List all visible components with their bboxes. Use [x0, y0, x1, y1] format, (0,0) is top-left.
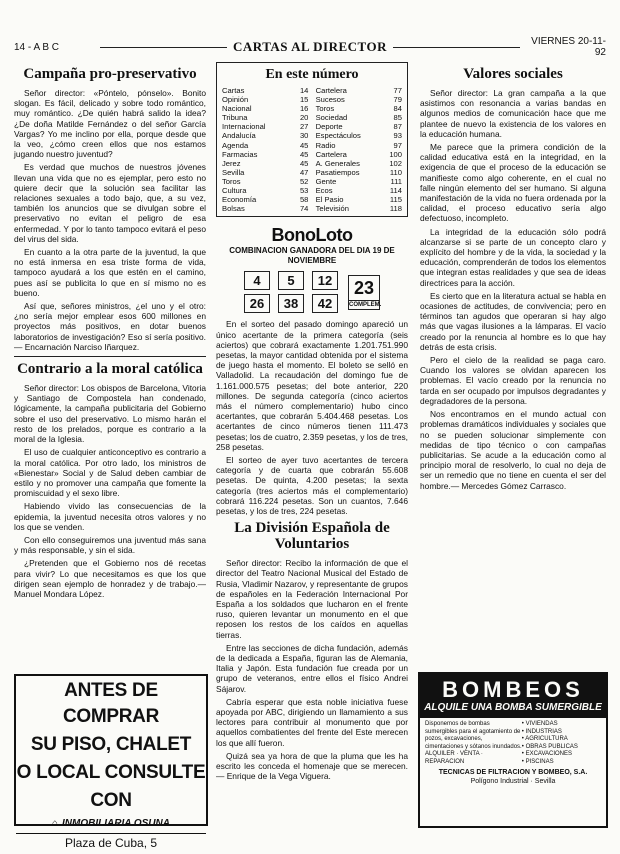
ad-brand: INMOBILIARIA OSUNA — [62, 818, 170, 829]
contents-section: Agenda — [222, 140, 249, 150]
contents-section: Espectáculos — [315, 131, 361, 141]
contents-page: 115 — [389, 195, 402, 205]
letter-paragraph: Señor director: «Póntelo, pónselo». Bonito slogan. Es fácil, delicado y sobre todo romántico, muy romántico. ¿De quién habrá salido la idea? ¿De doña Matilde Fernández o del señor García Vargas? Yo me inclino por ella, porque desde que la veo, ¿cómo creen ellos que nos estamos jugando nuestro juventud? — [14, 88, 206, 160]
letter-paragraph: Es verdad que muchos de nuestros jóvenes llevan una vida que no es ejemplar, pero esto no quiere decir que la solución sea facilitar las relaciones sexuales a todo bajo, que, a su vez, también los anuncios que se divulgan sobre el preservativo no evitan el peligro de esa enfermedad. Y por lo tanto tampoco evitará el peso del virus del sida. — [14, 162, 206, 244]
contents-section: Cartelera — [315, 86, 347, 95]
ad-company: TECNICAS DE FILTRACION Y BOMBEO, S.A. — [438, 769, 588, 776]
contents-page: 53 — [299, 186, 309, 196]
winning-number: 26 — [244, 294, 270, 313]
header-rule — [100, 47, 227, 48]
contents-page: 47 — [299, 167, 309, 177]
ad-list-item: • EXCAVACIONES — [521, 751, 573, 757]
header-rule — [393, 47, 520, 48]
bonoloto-box — [216, 225, 408, 313]
letter-paragraph: La integridad de la educación sólo podrá alcanzarse si se parte de un concepto claro y explícito del hombre y de la vida, la sociedad y la educación, comprenderán de todos los elementos que integran estas realidades y que sea de ideas directrices para la acción. — [420, 226, 606, 288]
ad-list-item: • OBRAS PUBLICAS — [521, 743, 578, 750]
contents-section: Pasatiempos — [315, 167, 360, 177]
winning-number: 12 — [312, 271, 338, 290]
letter-paragraph: Entre las secciones de dicha fundación, además de la dedicada a España, figuran las de Alemania, Italia y Japón. Esta fundación fue creada por un grupo de veteranos, entre ellos el físico Andrei Sájarov. — [216, 642, 408, 694]
letter-paragraph: ¿Pretenden que el Gobierno nos dé recetas para vivir? Lo que necesitamos es que los que dirigen sean ejemplo de honradez y de trabajo.— Manuel Mondara López. — [14, 558, 206, 599]
contents-section: Ecos — [315, 186, 333, 196]
letter-title: Campaña pro-preservativo — [23, 66, 197, 82]
contents-page: 100 — [389, 149, 402, 159]
winning-number: 4 — [244, 271, 270, 290]
ad-headline: SU PISO, CHALET — [30, 734, 192, 755]
ad-list-item: • INDUSTRIAS — [521, 728, 562, 735]
contents-row — [222, 195, 308, 204]
contents-row — [222, 150, 308, 159]
letter-paragraph: Pero el cielo de la realidad se paga caro. Cuando los valores se olvidan aparecen los problemas. El vacío creado por la renuncia no tarda en ser ocupado por impulsos degradantes y degradadores de la persona. — [420, 355, 606, 406]
contents-row — [222, 159, 308, 168]
contents-page: 15 — [299, 95, 309, 105]
contents-page: 74 — [299, 204, 309, 214]
contents-row — [222, 204, 308, 213]
contents-row — [316, 113, 402, 122]
ad-description: Disponemos de bombas sumergibles para el agotamiento de pozos, excavaciones, cimentaciones y sótanos inundados. ALQUILER · VENTA · REPARACION — [425, 721, 522, 765]
contents-page: 84 — [393, 104, 402, 114]
contents-page: 87 — [393, 122, 402, 132]
issue-date: VIERNES 20-11-92 — [531, 36, 606, 58]
contents-section: Sevilla — [222, 167, 245, 177]
contents-section: Televisión — [315, 204, 349, 214]
pump-rental-ad[interactable] — [418, 672, 608, 828]
bonoloto-subtitle: COMBINACION GANADORA DEL DIA 19 DE NOVIEMBRE — [229, 246, 395, 266]
contents-section: Cultura — [222, 186, 247, 196]
contents-title: En este número — [265, 67, 359, 82]
contents-page: 16 — [299, 104, 309, 114]
letter-paragraph: Habiendo vivido las consecuencias de la epidemia, la juventud necesita otros valores y no los que se venden. — [14, 501, 206, 532]
page-number: 14 - A B C — [14, 41, 60, 53]
section-title: CARTAS AL DIRECTOR — [233, 39, 387, 54]
house-icon: ⌂ — [51, 818, 59, 829]
contents-section: Farmacias — [222, 149, 258, 159]
contents-page: 114 — [389, 186, 402, 196]
contents-page: 93 — [393, 131, 402, 141]
letter-paragraph: Señor director: Recibo la información de que el director del Teatro Nacional Musical del Estado de Rusia, Vladimir Nazarov, y representante de grupos de españoles en la Federación Internacional Por España a los soldados que lucharon en el frente ruso, quieren levantar un monumento en el que reposen los restos de los caídos en aquellas tierras. — [216, 558, 408, 640]
contents-section: Sociedad — [315, 113, 348, 123]
contents-page: 30 — [299, 131, 309, 141]
contents-page: 52 — [299, 176, 309, 186]
contents-row — [316, 204, 402, 213]
contents-section: Bolsas — [222, 204, 245, 214]
letter-paragraph: El uso de cualquier anticonceptivo es contrario a la moral católica. Por otro lado, los ministros de «Bienestar» Social y de Salud deben cambiar de estilo y no promover una campaña que fomente la promiscuidad y el sexo libre. — [14, 447, 206, 499]
contents-page: 14 — [299, 86, 309, 95]
contents-section: Andalucía — [222, 131, 256, 141]
letter-paragraph: Nos encontramos en el mundo actual con problemas dramáticos individuales y sociales que no se pueden solucionar simplemente con medidas de tipo técnico o con campañas publicitarias. Se acude a la educación como al principio moral de resolverlo, lo cual no deja de ser un remedio que no tiene en cuenta el ser del hombre.— Mercedes Gómez Carrasco. — [420, 409, 606, 491]
contents-page: 97 — [393, 140, 402, 150]
ad-headline: ANTES DE COMPRAR — [62, 680, 160, 727]
ad-location: Polígono Industrial · Sevilla — [470, 777, 556, 785]
contents-page: 118 — [389, 204, 402, 214]
column-left — [14, 62, 206, 602]
real-estate-ad[interactable] — [14, 674, 208, 850]
contents-page: 45 — [299, 158, 309, 168]
contents-section: Sucesos — [315, 95, 345, 105]
contents-row — [222, 113, 308, 122]
contents-section: Cartas — [222, 86, 245, 95]
ad-headline: O LOCAL CONSULTE — [16, 762, 206, 783]
ad-brand: BOMBEOS — [442, 677, 584, 702]
ad-list-item: • AGRICULTURA — [521, 736, 568, 742]
complementary-label: COMPLEM. — [349, 301, 382, 308]
ad-list-item: • VIVIENDAS — [521, 721, 558, 727]
contents-section: Toros — [315, 104, 335, 114]
contents-section: Gente — [315, 176, 337, 186]
letter-paragraph: Así que, señores ministros, ¿el uno y el otro: ¿no sería mejor emplear esos 600 millones en proyectos más positivos, en dotar buenos laboratorios de investigación? Eso sí sería positivo.— Encarnación Narciso Iñarquez. — [14, 301, 206, 352]
contents-page: 45 — [299, 149, 309, 159]
letter-paragraph: Señor director: La gran campaña a la que asistimos con resonancia a varias bandas en algunos medios de comunicación hace que me plantee de nuevo la existencia de los valores en la educación humana. — [420, 88, 606, 139]
page-header — [14, 38, 606, 56]
ad-tagline: ALQUILE UNA BOMBA SUMERGIBLE — [424, 702, 602, 713]
contents-row — [222, 122, 308, 131]
ad-headline: CON — [90, 790, 132, 811]
letter-paragraph: Es cierto que en la literatura actual se habla en ocasiones de actitudes, de convivencia; pero en términos tan agudos que operaran si hay algo más que vagas ilusiones a la lámparas. El vacío creado por la renuncia al hombre es lo que hay detrás de esta crisis. — [420, 290, 606, 352]
ad-list-item: • PISCINAS — [521, 758, 554, 765]
contents-page: 45 — [299, 140, 309, 150]
contents-section: Cartelera — [315, 149, 347, 159]
letter-paragraph: En cuanto a la otra parte de la juventud, la que no está inmersa en esa triste forma de vida, tampoco ayudará a los que estén en el camino, pues así se publicita lo que en sí mismo no es bueno. — [14, 247, 206, 298]
contents-section: Jerez — [222, 158, 241, 168]
contents-row — [222, 86, 308, 95]
letter-paragraph: Con ello conseguiremos una juventud más sana y más responsable, y sin el sida. — [14, 534, 206, 556]
letter-title: Contrario a la moral católica — [17, 361, 203, 378]
contents-page: 102 — [389, 158, 402, 168]
winning-number: 38 — [278, 294, 304, 313]
letter-title: La División Española de Voluntarios — [234, 520, 390, 553]
bonoloto-text: El sorteo de ayer tuvo acertantes de tercera categoría y de cuarta que cobrarán 55.608 pesetas. De quinta, 4.200 pesetas; la sexta categoría (tres aciertos más el complementario) cobrará 116.224 pesetas. Son un cuantos, 7.646 pesetas, y los de tres, 224 pesetas. — [216, 454, 408, 516]
contents-row — [222, 131, 308, 140]
contents-section: El Pasio — [315, 195, 344, 205]
winning-number: 42 — [312, 294, 338, 313]
winning-number: 5 — [278, 271, 304, 290]
contents-page: 85 — [393, 113, 402, 123]
contents-row — [316, 131, 402, 140]
contents-row — [316, 195, 402, 204]
letter-paragraph: Me parece que la primera condición de la calidad educativa está en la integridad, en la exigencia de que el proceso de la educación se manifieste como algo coherente, en el cual no falle ningún elemento del ser humano. Si alguna manifestación de la vida no fuera ordenada por la calidad, el proceso educativo sería algo defectuoso, incompleto. — [420, 142, 606, 224]
contents-row — [316, 168, 402, 177]
contents-row — [222, 95, 308, 104]
letter-paragraph: Señor director: Los obispos de Barcelona, Vitoria y Santiago de Compostela han condenado, lógicamente, la campaña publicitaria del Gobierno sobre el uso del preservativo. Lo mismo harán el resto de los prelados, porque es contrario a la moral de la Iglesia. — [14, 383, 206, 445]
contents-row — [316, 86, 402, 95]
contents-page: 77 — [393, 86, 402, 95]
column-center — [216, 62, 408, 784]
contents-right-list — [316, 86, 402, 213]
contents-row — [222, 186, 308, 195]
contents-row — [316, 141, 402, 150]
contents-box — [216, 62, 408, 217]
bonoloto-logo: BonoLoto — [271, 225, 353, 246]
contents-section: A. Generales — [315, 158, 360, 168]
contents-row — [316, 104, 402, 113]
contents-page: 111 — [390, 176, 402, 186]
letter-title: Valores sociales — [463, 66, 563, 82]
contents-row — [222, 177, 308, 186]
contents-row — [316, 159, 402, 168]
contents-page: 110 — [389, 167, 402, 177]
contents-row — [316, 177, 402, 186]
contents-page: 58 — [299, 195, 309, 205]
contents-row — [316, 95, 402, 104]
contents-row — [222, 168, 308, 177]
contents-section: Economía — [222, 195, 257, 205]
contents-section: Nacional — [222, 104, 252, 114]
contents-left-list — [222, 86, 308, 213]
contents-row — [316, 122, 402, 131]
contents-section: Toros — [222, 176, 241, 186]
column-right — [420, 62, 606, 494]
contents-page: 20 — [299, 113, 309, 123]
contents-page: 27 — [299, 122, 309, 132]
complementary-number: 23 — [353, 277, 375, 298]
complementary-number-box — [348, 275, 380, 310]
letter-paragraph: Cabría esperar que esta noble iniciativa fuese apoyada por ABC, dirigiendo un llamamiento a sus lectores para contribuir al monumento que por aquellos combatientes del frente del Este merecen los que allí fueron. — [216, 696, 408, 748]
divider — [14, 356, 206, 357]
contents-page: 79 — [393, 95, 402, 105]
contents-row — [316, 150, 402, 159]
ad-address: Plaza de Cuba, 5 — [16, 833, 206, 850]
contents-section: Opinión — [222, 95, 249, 105]
letter-paragraph: Quizá sea ya hora de que la pluma que les ha escrito les conceda el homenaje que se merecen.— Enrique de la Vega Viguera. — [216, 750, 408, 782]
contents-row — [222, 104, 308, 113]
contents-row — [316, 186, 402, 195]
contents-row — [222, 141, 308, 150]
contents-section: Internacional — [222, 122, 266, 132]
bonoloto-text: En el sorteo del pasado domingo apareció un único acertante de la primera categoría (seis aciertos) que cobrará exactamente 1.201.751.990 pesetas, la mayor cantidad obtenida por el sistema de juego hasta el momento. El boleto se selló en Valladolid. La recaudación del domingo fue de 1.161.000.575 pesetas; del bote anterior, 220 millones. De segunda categoría (cinco aciertos más el número complementario) hubo cinco acertantes, que cobrarán 5.404.468 pesetas. Los acertantes de cinco números tienen 111.473 pesetas; los de cuatro, 2.359 pesetas, y los de tres, 258 pesetas. — [216, 319, 408, 452]
contents-section: Radio — [315, 140, 336, 150]
contents-section: Deporte — [315, 122, 343, 132]
contents-section: Tribuna — [222, 113, 248, 123]
